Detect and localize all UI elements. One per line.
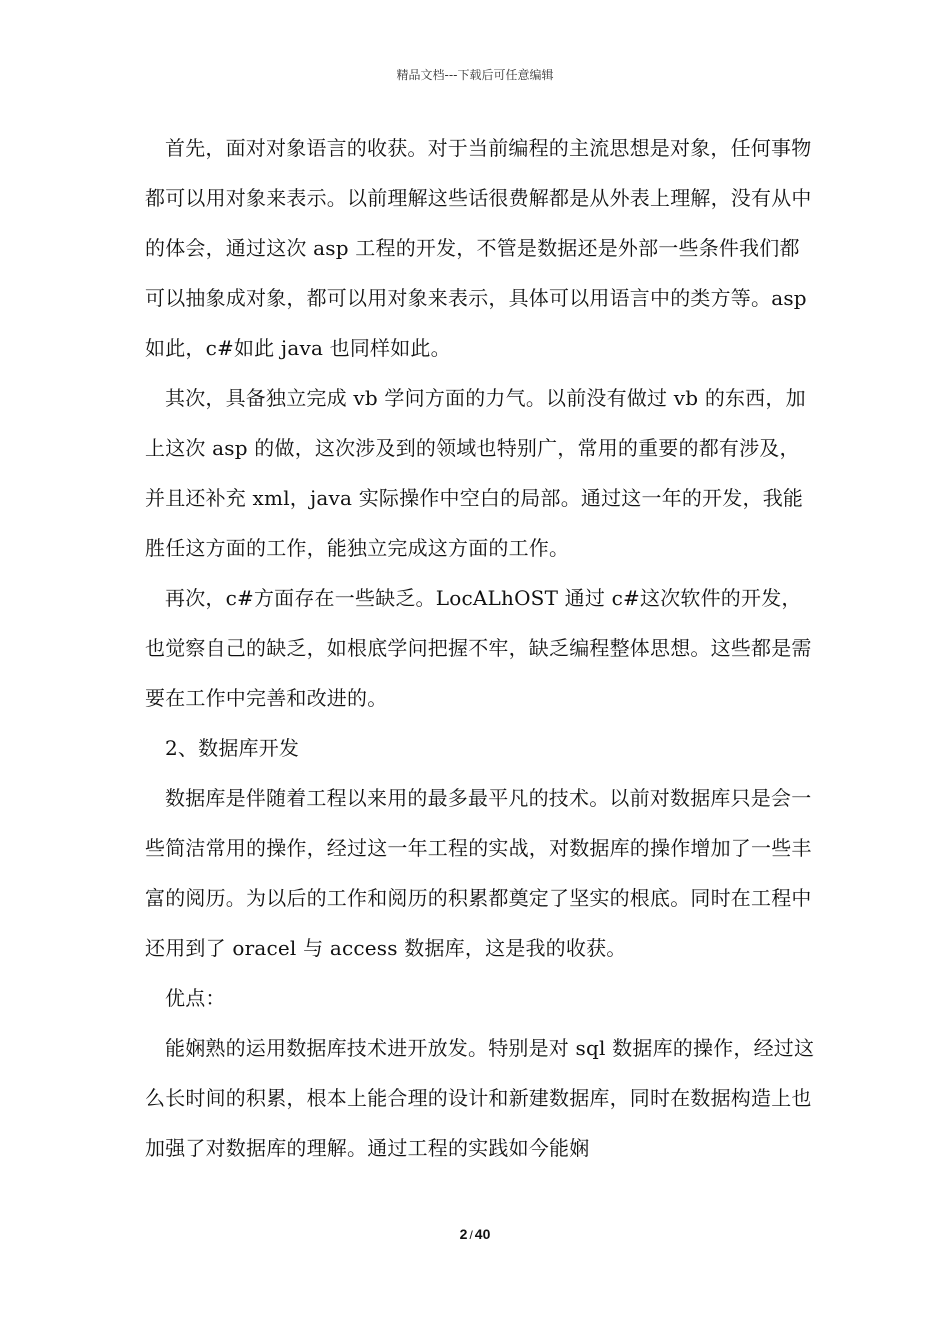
- page-number: [0, 1226, 950, 1242]
- page-total: 40: [474, 1226, 491, 1242]
- paragraph-3: 再次，c#方面存在一些缺乏。LocALhOST 通过 c#这次软件的开发，也觉察自己的缺乏，如根底学问把握不牢，缺乏编程整体思想。这些都是需要在工作中完善和改进的。: [145, 586, 812, 710]
- page-separator: /: [469, 1228, 473, 1242]
- section-heading: 2、数据库开发: [165, 736, 300, 760]
- subheading-advantages: 优点：: [165, 986, 226, 1010]
- page-current: 2: [459, 1226, 468, 1242]
- paragraph-1: 首先，面对对象语言的收获。对于当前编程的主流思想是对象，任何事物都可以用对象来表示。以前理解这些话很费解都是从外表上理解，没有从中的体会，通过这次 asp 工程的开发，不管是数据还是外部一些条件我们都可以抽象成对象，都可以用对象来表示，具体可以用语言中的类方等。asp 如此，c#如此 java 也同样如此。: [145, 136, 812, 360]
- document-body: [145, 123, 817, 1173]
- paragraph-5: 能娴熟的运用数据库技术进开放发。特别是对 sql 数据库的操作，经过这么长时间的积累，根本上能合理的设计和新建数据库，同时在数据构造上也加强了对数据库的理解。通过工程的实践如今能娴: [145, 1036, 815, 1160]
- paragraph-2: 其次，具备独立完成 vb 学问方面的力气。以前没有做过 vb 的东西，加上这次 asp 的做，这次涉及到的领域也特别广，常用的重要的都有涉及，并且还补充 xml，java 实际操作中空白的局部。通过这一年的开发，我能胜任这方面的工作，能独立完成这方面的工作。: [145, 386, 806, 560]
- paragraph-4: 数据库是伴随着工程以来用的最多最平凡的技术。以前对数据库只是会一些简洁常用的操作，经过这一年工程的实战，对数据库的操作增加了一些丰富的阅历。为以后的工作和阅历的积累都奠定了坚实的根底。同时在工程中还用到了 oracel 与 access 数据库，这是我的收获。: [145, 786, 812, 960]
- page-header: 精品文档---下载后可任意编辑: [396, 68, 554, 82]
